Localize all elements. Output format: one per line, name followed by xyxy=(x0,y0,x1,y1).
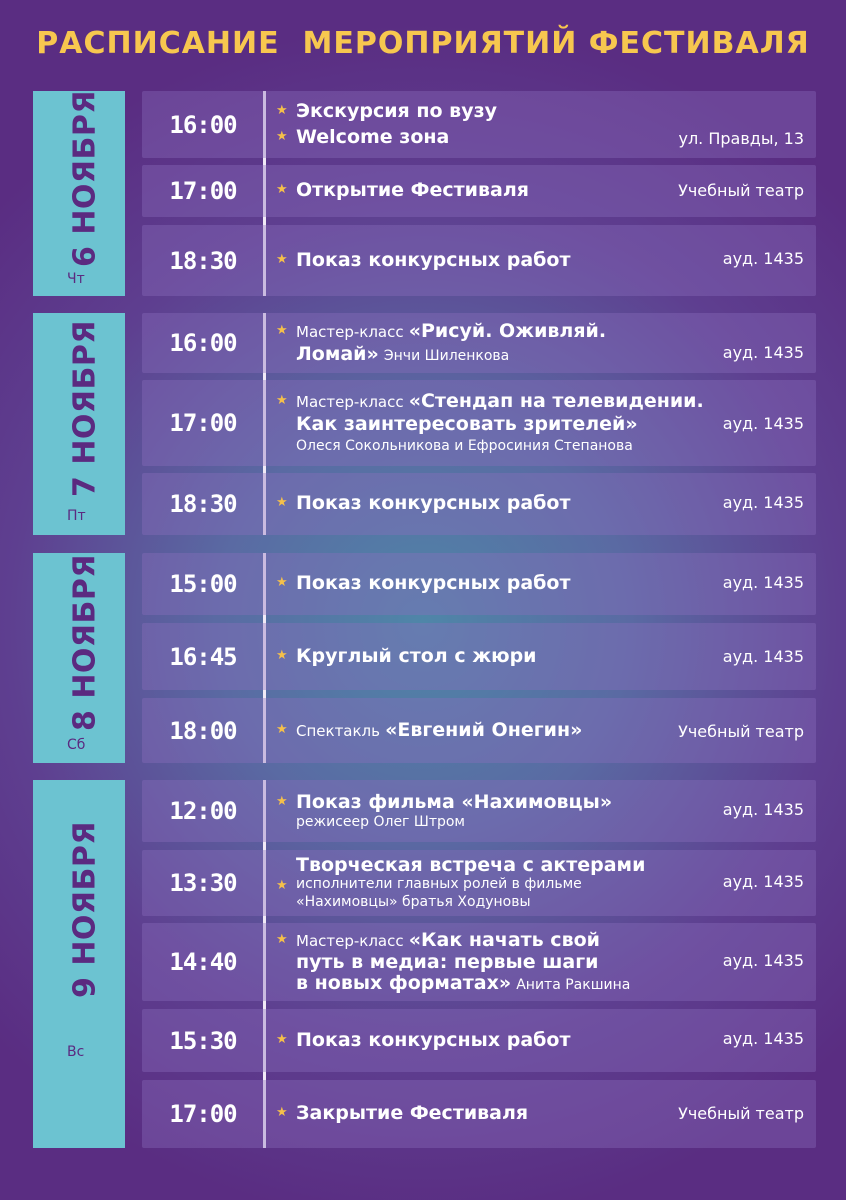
event-time: 16:00 xyxy=(169,329,237,357)
event-content xyxy=(276,623,636,690)
event-prefix: Мастер-класс xyxy=(296,322,404,341)
day-band-6 xyxy=(33,91,125,296)
event-place: ауд. 1435 xyxy=(722,872,804,891)
event-title: Ломай» xyxy=(296,342,379,365)
event-time: 13:30 xyxy=(169,869,237,897)
day-band-7 xyxy=(33,313,125,535)
event-content xyxy=(276,313,636,373)
day-band-9 xyxy=(33,780,125,1148)
star-icon: ★ xyxy=(276,393,288,409)
day-band-8 xyxy=(33,553,125,763)
event-title: Показ конкурсных работ xyxy=(296,248,571,271)
event-host: Анита Ракшина xyxy=(516,976,631,993)
star-icon: ★ xyxy=(276,1031,288,1047)
event-time: 15:30 xyxy=(169,1026,237,1055)
event-title: Показ конкурсных работ xyxy=(296,492,571,515)
event-place: ауд. 1435 xyxy=(722,493,804,512)
event-place: ауд. 1435 xyxy=(722,647,804,666)
event-content xyxy=(276,923,686,1001)
event-title: Показ фильма «Нахимовцы» xyxy=(296,790,613,813)
schedule-row xyxy=(142,165,816,217)
star-icon: ★ xyxy=(276,793,288,809)
event-title: Welcome зона xyxy=(296,125,450,148)
event-content xyxy=(276,1080,636,1148)
star-icon: ★ xyxy=(276,128,288,144)
star-icon: ★ xyxy=(276,495,288,511)
event-content xyxy=(276,473,636,535)
day-label: 8 НОЯБРЯ xyxy=(67,554,103,732)
star-icon: ★ xyxy=(276,182,288,198)
schedule-row xyxy=(142,623,816,690)
event-time: 17:00 xyxy=(169,177,237,205)
event-title: «Рисуй. Оживляй. xyxy=(408,319,607,342)
day-of-week: Вс xyxy=(67,1044,85,1060)
star-icon: ★ xyxy=(276,322,288,338)
schedule-row xyxy=(142,1080,816,1148)
star-icon: ★ xyxy=(276,878,288,894)
event-title: Открытие Фестиваля xyxy=(296,179,529,202)
schedule-row xyxy=(142,473,816,535)
event-time: 14:40 xyxy=(169,948,237,976)
day-label: 6 НОЯБРЯ xyxy=(67,90,103,267)
schedule-row xyxy=(142,1009,816,1072)
schedule-row xyxy=(142,225,816,296)
event-place: ауд. 1435 xyxy=(722,414,804,433)
event-content xyxy=(276,380,706,466)
event-title: Творческая встреча с актерами xyxy=(296,854,646,877)
event-prefix: Спектакль xyxy=(296,721,380,740)
event-content xyxy=(276,850,686,916)
schedule-row xyxy=(142,850,816,916)
star-icon: ★ xyxy=(276,251,288,267)
event-title: Показ конкурсных работ xyxy=(296,572,571,595)
event-place: ауд. 1435 xyxy=(722,951,804,970)
day-label: 9 НОЯБРЯ xyxy=(67,821,103,999)
event-title: «Как начать свой xyxy=(408,929,600,952)
event-title: Экскурсия по вузу xyxy=(296,99,498,122)
event-place: ауд. 1435 xyxy=(722,573,804,592)
star-icon: ★ xyxy=(276,1105,288,1121)
event-time: 12:00 xyxy=(169,797,237,825)
event-prefix: Мастер-класс xyxy=(296,393,404,412)
event-time: 16:00 xyxy=(169,110,237,139)
day-label: 7 НОЯБРЯ xyxy=(67,320,103,498)
event-host: Олеся Сокольникова и Ефросиния Степанова xyxy=(296,437,633,454)
event-content xyxy=(276,91,636,158)
schedule-row xyxy=(142,698,816,763)
event-time: 17:00 xyxy=(169,409,237,437)
event-content xyxy=(276,698,636,763)
day-of-week: Пт xyxy=(67,508,86,524)
event-time: 17:00 xyxy=(169,1100,237,1128)
day-of-week: Чт xyxy=(67,271,85,287)
schedule-row xyxy=(142,313,816,373)
event-subtitle: режисеер Олег Штром xyxy=(296,813,465,830)
event-content xyxy=(276,225,636,296)
event-title: в новых форматах» xyxy=(296,971,512,994)
page-title: РАСПИСАНИЕ МЕРОПРИЯТИЙ ФЕСТИВАЛЯ xyxy=(36,26,810,61)
event-time: 16:45 xyxy=(169,642,237,671)
event-place: Учебный театр xyxy=(678,722,804,741)
event-title: путь в медиа: первые шаги xyxy=(296,951,599,974)
schedule-row xyxy=(142,380,816,466)
schedule-row xyxy=(142,923,816,1001)
event-time: 15:00 xyxy=(169,570,237,598)
event-place: ауд. 1435 xyxy=(722,343,804,362)
day-of-week: Сб xyxy=(67,737,86,753)
star-icon: ★ xyxy=(276,102,288,118)
event-title: Круглый стол с жюри xyxy=(296,644,537,667)
event-place: ауд. 1435 xyxy=(722,1029,804,1048)
event-title: «Стендап на телевидении. xyxy=(408,390,704,413)
event-time: 18:00 xyxy=(169,716,237,745)
event-title: Закрытие Фестиваля xyxy=(296,1102,529,1125)
event-place: Учебный театр xyxy=(678,1104,804,1123)
event-place: ауд. 1435 xyxy=(722,249,804,268)
event-subtitle: «Нахимовцы» братья Ходуновы xyxy=(296,894,531,911)
event-title: Как заинтересовать зрителей» xyxy=(296,413,638,436)
event-host: Энчи Шиленкова xyxy=(383,347,510,364)
schedule-row xyxy=(142,553,816,615)
event-title: Показ конкурсных работ xyxy=(296,1028,571,1051)
event-subtitle: исполнители главных ролей в фильме xyxy=(296,876,582,893)
event-title: «Евгений Онегин» xyxy=(385,718,583,741)
event-content xyxy=(276,165,636,217)
event-place: ауд. 1435 xyxy=(722,800,804,819)
star-icon: ★ xyxy=(276,647,288,663)
event-place: ул. Правды, 13 xyxy=(678,129,804,148)
schedule-row xyxy=(142,91,816,158)
star-icon: ★ xyxy=(276,575,288,591)
event-content xyxy=(276,1009,636,1072)
event-time: 18:30 xyxy=(169,490,237,518)
star-icon: ★ xyxy=(276,721,288,737)
schedule-row xyxy=(142,780,816,842)
event-prefix: Мастер-класс xyxy=(296,932,404,951)
event-place: Учебный театр xyxy=(678,181,804,200)
event-time: 18:30 xyxy=(169,246,237,275)
event-content xyxy=(276,780,636,842)
star-icon: ★ xyxy=(276,932,288,948)
event-content xyxy=(276,553,636,615)
